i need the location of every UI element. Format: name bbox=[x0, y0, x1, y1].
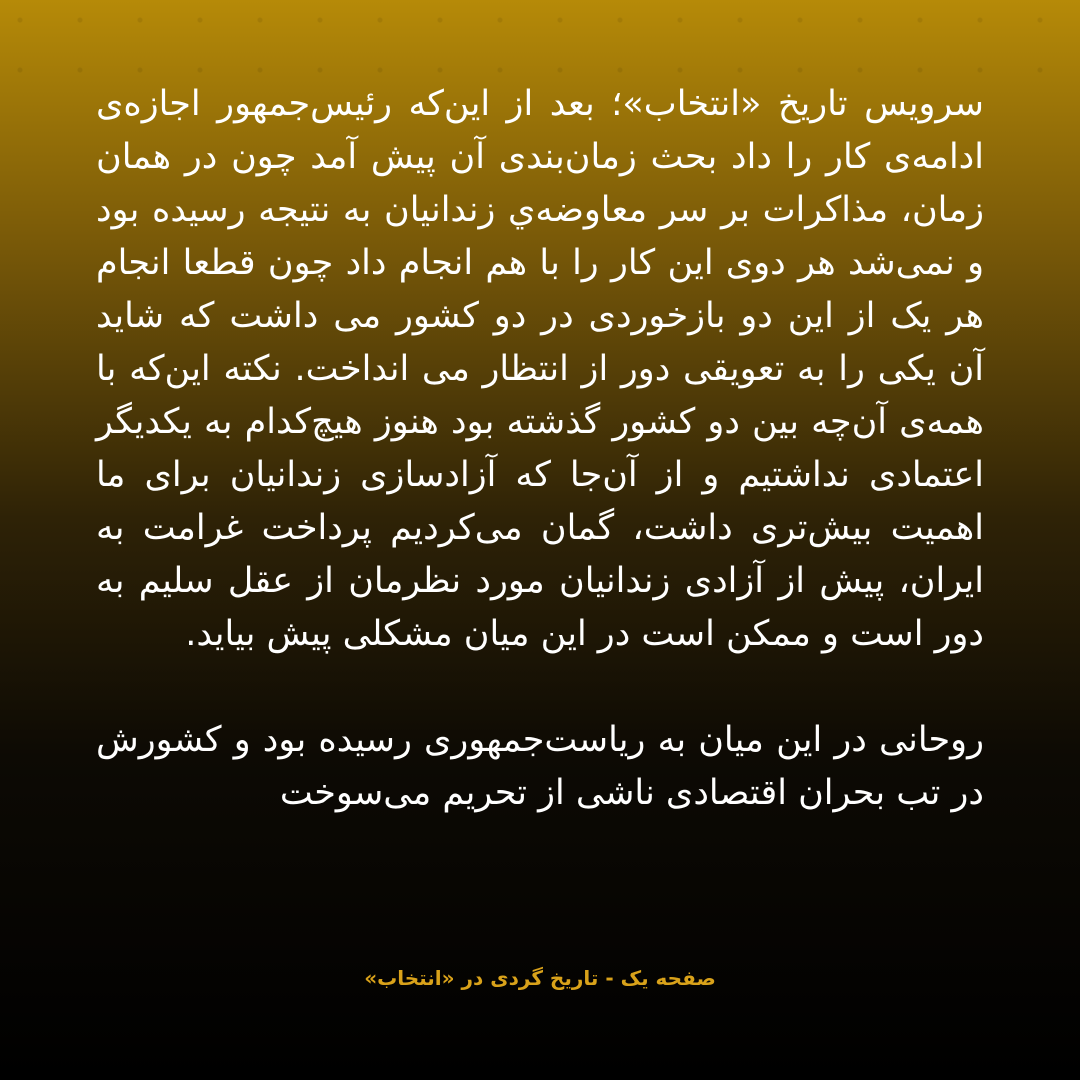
article-body bbox=[96, 78, 984, 820]
paragraph-1: سرویس تاریخ «انتخاب»؛ بعد از این‌که رئیس‌جمهور اجازه‌ی ادامه‌ی کار را داد بحث زمان‌بندی آن پیش آمد چون در همان زمان، مذاکرات بر سر معاوضه‌ي زندانیان به نتیجه رسیده بود و نمی‌شد هر دوی این کار را با هم انجام داد چون قطعا انجام هر یک از این دو بازخوردی در دو کشور می داشت که شاید آن یکی را به تعویقی دور از انتظار می انداخت. نکته این‌که با همه‌ی آن‌چه بین دو کشور گذشته بود هنوز هیچ‌کدام به یکدیگر اعتمادی نداشتیم و از آن‌جا که آزادسازی زندانیان برای ما اهمیت بیش‌تری داشت، گمان می‌کردیم پرداخت غرامت به ایران، پیش از آزادی زندانیان مورد نظرمان از عقل سلیم به دور است و ممکن است در این میان مشکلی پیش بیاید. bbox=[96, 84, 984, 654]
paragraph-2: روحانی در این میان به ریاست‌جمهوری رسیده بود و کشورش در تب بحران اقتصادی ناشی از تحریم می‌سوخت bbox=[96, 720, 984, 813]
page-footer: صفحه یک - تاریخ گردی در «انتخاب» bbox=[364, 966, 716, 990]
